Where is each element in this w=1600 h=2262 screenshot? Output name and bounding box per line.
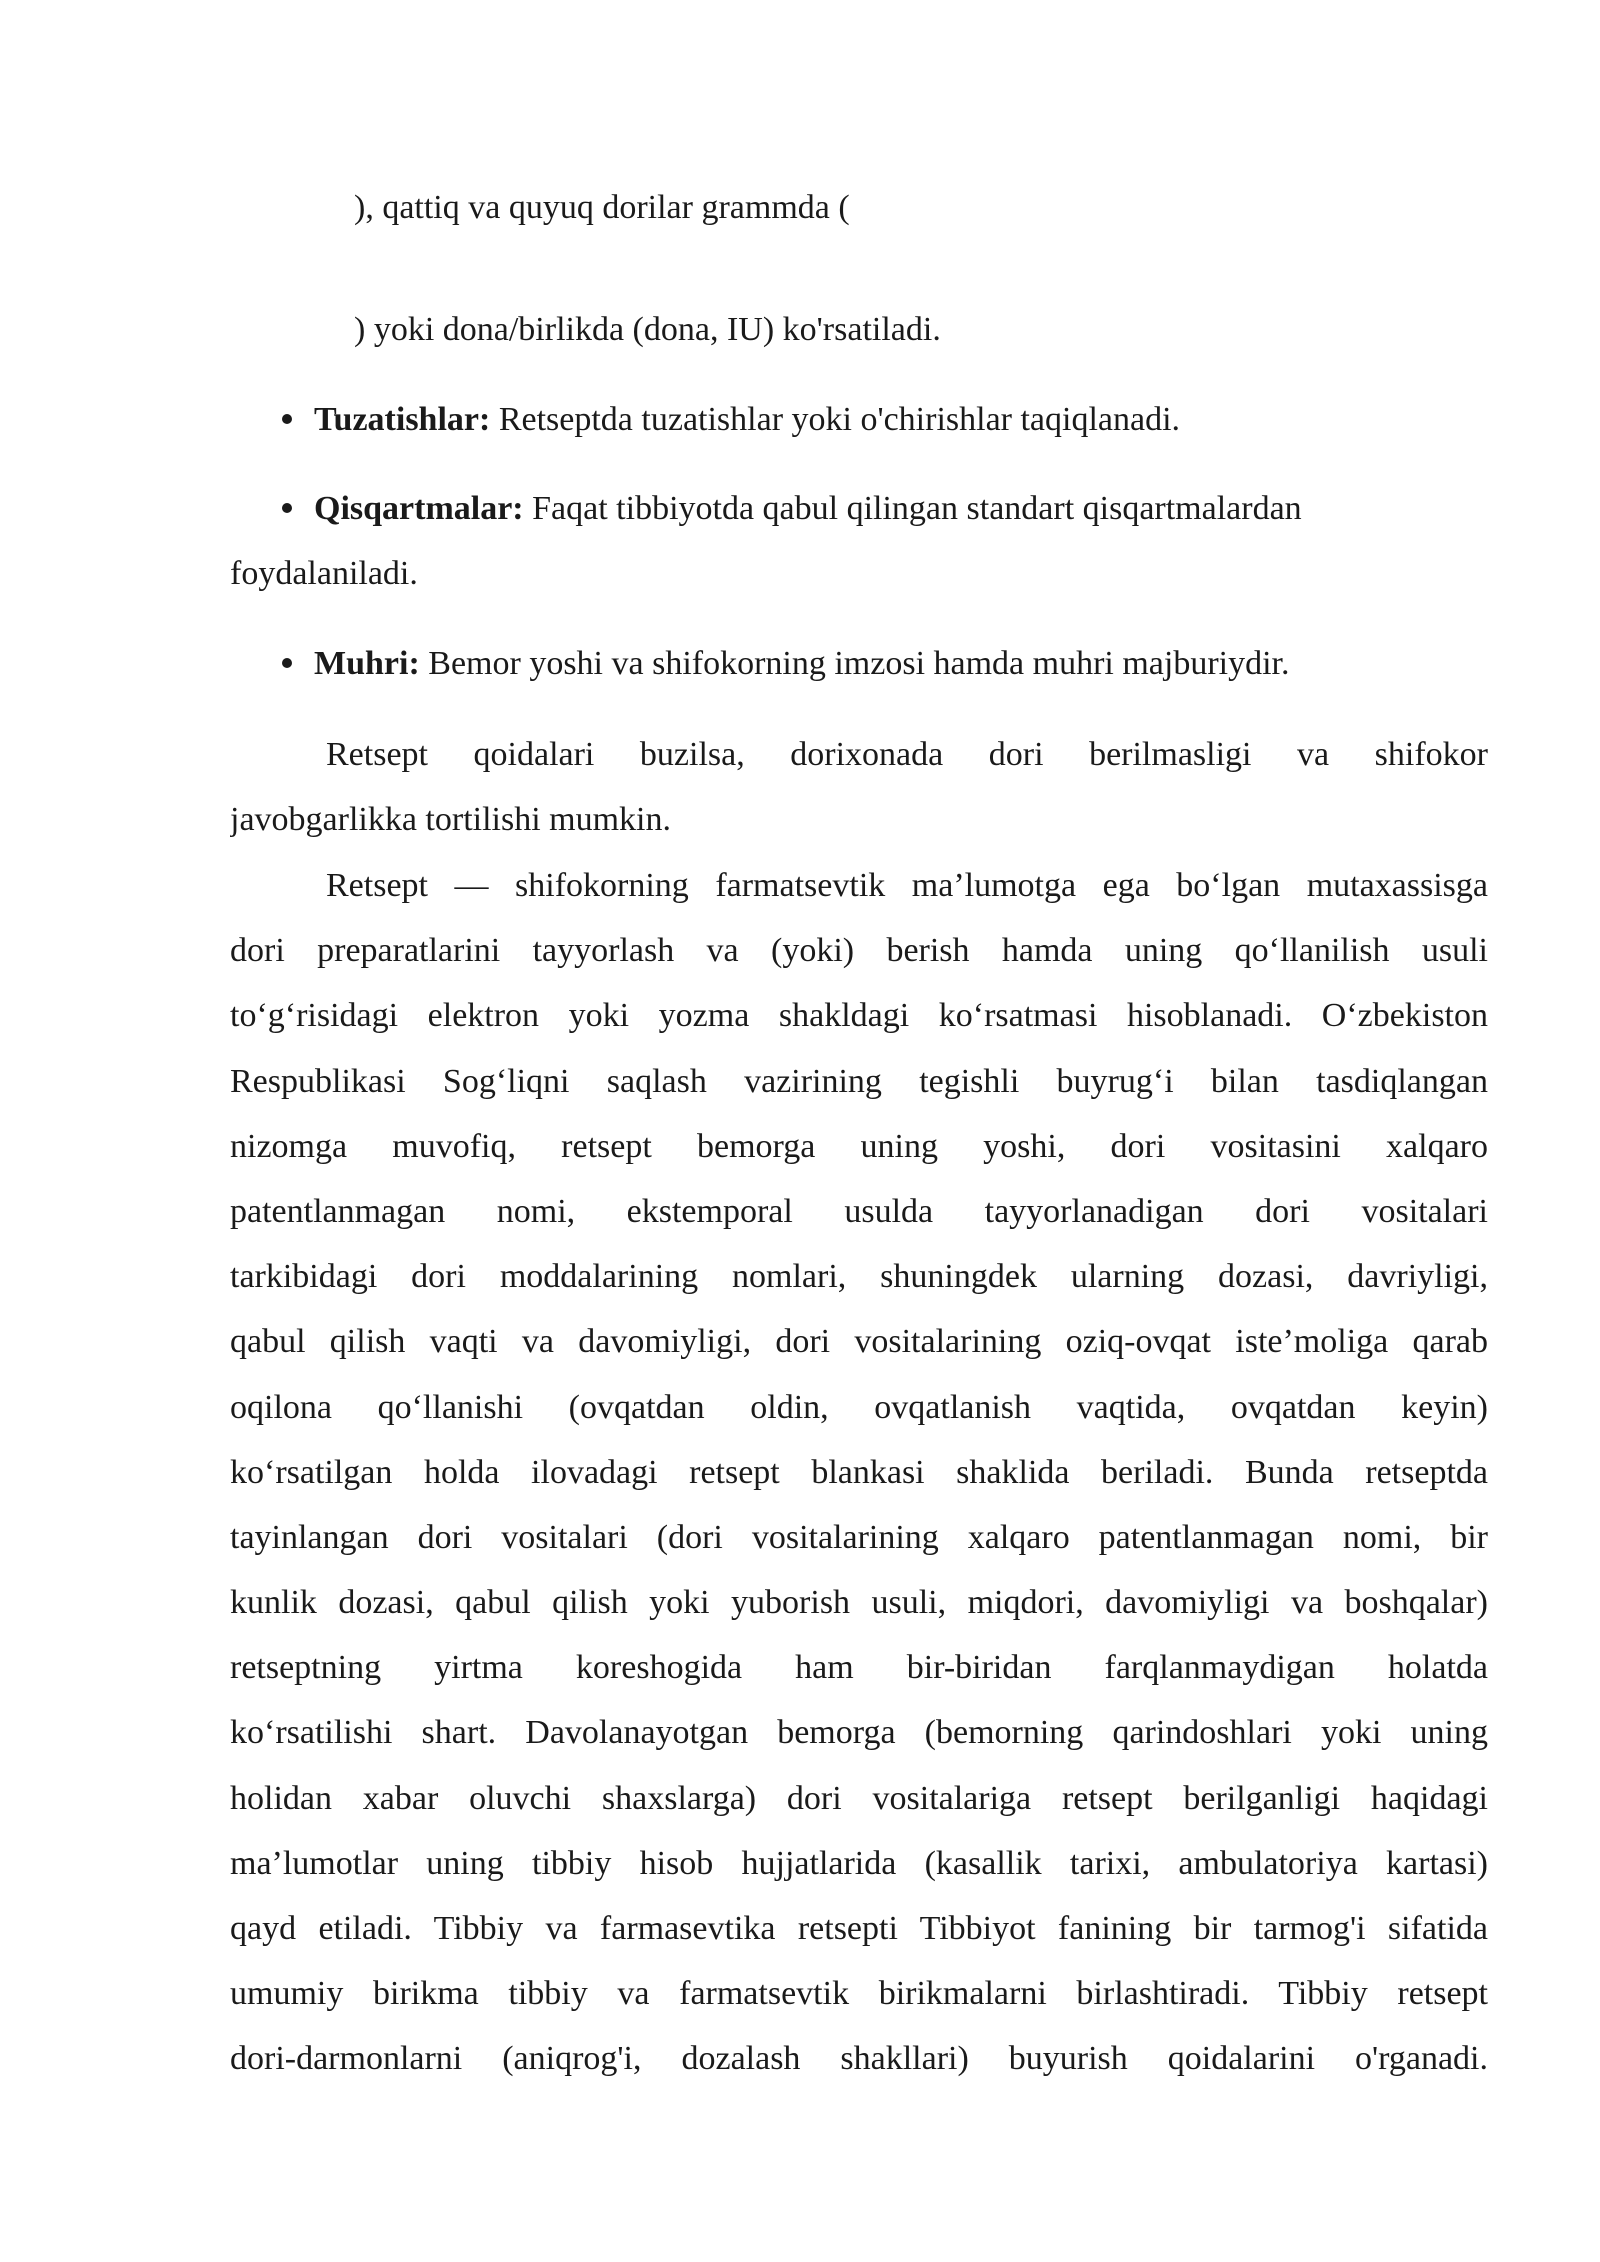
bullet-term: Tuzatishlar: [314, 401, 491, 438]
paragraph-line: Retsept — shifokorning farmatsevtik ma’lumotga ega bo‘lgan mutaxassisga [326, 867, 1488, 904]
paragraph-line: patentlanmagan nomi, ekstemporal usulda tayyorlanadigan dori vositalari [230, 1192, 1488, 1230]
bullet-term: Qisqartmalar: [314, 490, 524, 527]
paragraph-line: ko‘rsatilishi shart. Davolanayotgan bemorga (bemorning qarindoshlari yoki uning [230, 1714, 1488, 1752]
bullet-term: Muhri: [314, 645, 420, 682]
paragraph-line: dori-darmonlarni (aniqrog'i, dozalash shakllari) buyurish qoidalarini o'rganadi. [230, 2040, 1488, 2078]
paragraph-line: tarkibidagi dori moddalarining nomlari, shuningdek ularning dozasi, davriyligi, [230, 1258, 1488, 1296]
paragraph-line: tayinlangan dori vositalari (dori vositalarining xalqaro patentlanmagan nomi, bir [230, 1518, 1488, 1556]
fragment-line-1: ), qattiq va quyuq dorilar grammda ( [354, 189, 850, 226]
bullet-dot-icon [282, 414, 292, 424]
paragraph-line: ko‘rsatilgan holda ilovadagi retsept blankasi shaklida beriladi. Bunda retseptda [230, 1453, 1488, 1491]
paragraph-line: kunlik dozasi, qabul qilish yoki yuborish usuli, miqdori, davomiyligi va boshqalar) [230, 1584, 1488, 1622]
paragraph-line: ma’lumotlar uning tibbiy hisob hujjatlarida (kasallik tarixi, ambulatoriya kartasi) [230, 1844, 1488, 1882]
paragraph-line: retseptning yirtma koreshogida ham bir-biridan farqlanmaydigan holatda [230, 1649, 1488, 1687]
paragraph-line: holidan xabar oluvchi shaxslarga) dori vositalariga retsept berilganligi haqidagi [230, 1779, 1488, 1817]
paragraph-line: umumiy birikma tibbiy va farmatsevtik birikmalarni birlashtiradi. Tibbiy retsept [230, 1975, 1488, 2013]
paragraph-retsept-definition [230, 853, 1488, 2092]
bullet-text: Bemor yoshi va shifokorning imzosi hamda muhri majburiydir. [419, 645, 1290, 682]
paragraph-line: dori preparatlarini tayyorlash va (yoki) berish hamda uning qo‘llanilish usuli [230, 932, 1488, 970]
paragraph-line: Respublikasi Sog‘liqni saqlash vazirining tegishli buyrug‘i bilan tasdiqlangan [230, 1062, 1488, 1100]
bullet-text: Retseptda tuzatishlar yoki o'chirishlar taqiqlanadi. [490, 401, 1181, 438]
paragraph-line: javobgarlikka tortilishi mumkin. [230, 801, 672, 839]
paragraph-violations [230, 722, 1488, 852]
bullet-item-tuzatishlar [282, 400, 1180, 440]
paragraph-line: qabul qilish vaqti va davomiyligi, dori vositalarining oziq-ovqat iste’moliga qarab [230, 1323, 1488, 1361]
bullet-continuation: foydalaniladi. [230, 555, 418, 592]
bullet-item-muhri [282, 644, 1290, 684]
paragraph-line: to‘g‘risidagi elektron yoki yozma shakldagi ko‘rsatmasi hisoblanadi. O‘zbekiston [230, 997, 1488, 1035]
bullet-dot-icon [282, 503, 292, 513]
paragraph-line: nizomga muvofiq, retsept bemorga uning yoshi, dori vositasini xalqaro [230, 1127, 1488, 1165]
paragraph-line: oqilona qo‘llanishi (ovqatdan oldin, ovqatlanish vaqtida, ovqatdan keyin) [230, 1388, 1488, 1426]
fragment-line-2: ) yoki dona/birlikda (dona, IU) ko'rsatiladi. [354, 311, 941, 348]
paragraph-line: qayd etiladi. Tibbiy va farmasevtika retsepti Tibbiyot fanining bir tarmog'i sifatida [230, 1910, 1488, 1947]
bullet-dot-icon [282, 658, 292, 668]
paragraph-line: Retsept qoidalari buzilsa, dorixonada dori berilmasligi va shifokor [326, 736, 1488, 773]
bullet-text: Faqat tibbiyotda qabul qilingan standart qisqartmalardan [523, 490, 1302, 527]
bullet-item-qisqartmalar [282, 489, 1302, 529]
